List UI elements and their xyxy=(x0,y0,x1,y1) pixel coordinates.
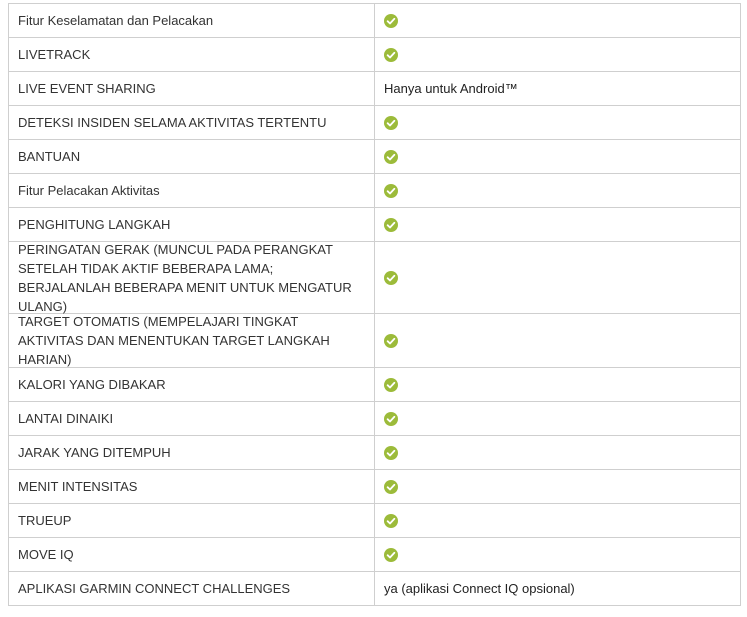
check-circle-icon xyxy=(384,412,398,426)
check-circle-icon xyxy=(384,480,398,494)
table-row xyxy=(9,4,741,38)
feature-value xyxy=(375,4,741,37)
table-row xyxy=(9,208,741,242)
feature-label: PENGHITUNG LANGKAH xyxy=(9,208,375,241)
feature-value xyxy=(375,368,741,401)
check-circle-icon xyxy=(384,218,398,232)
check-circle-icon xyxy=(384,378,398,392)
check-circle-icon xyxy=(384,446,398,460)
check-circle-icon xyxy=(384,514,398,528)
check-circle-icon xyxy=(384,548,398,562)
feature-label: Fitur Keselamatan dan Pelacakan xyxy=(9,4,375,37)
feature-value xyxy=(375,242,741,313)
feature-value-text: Hanya untuk Android™ xyxy=(384,81,518,96)
table-row xyxy=(9,314,741,368)
feature-value xyxy=(375,402,741,435)
check-circle-icon xyxy=(384,334,398,348)
feature-value xyxy=(375,38,741,71)
table-row xyxy=(9,538,741,572)
table-row xyxy=(9,504,741,538)
check-circle-icon xyxy=(384,271,398,285)
feature-label: Fitur Pelacakan Aktivitas xyxy=(9,174,375,207)
feature-value xyxy=(375,314,741,367)
feature-label: LIVE EVENT SHARING xyxy=(9,72,375,105)
check-circle-icon xyxy=(384,116,398,130)
feature-label: BANTUAN xyxy=(9,140,375,173)
feature-value xyxy=(375,504,741,537)
feature-value xyxy=(375,538,741,571)
table-row xyxy=(9,436,741,470)
feature-value xyxy=(375,208,741,241)
feature-label: LANTAI DINAIKI xyxy=(9,402,375,435)
feature-value xyxy=(375,72,741,105)
check-circle-icon xyxy=(384,184,398,198)
check-circle-icon xyxy=(384,14,398,28)
feature-label: PERINGATAN GERAK (MUNCUL PADA PERANGKAT SETELAH TIDAK AKTIF BEBERAPA LAMA; BERJALANLAH BEBERAPA MENIT UNTUK MENGATUR ULANG) xyxy=(9,242,375,313)
feature-value xyxy=(375,470,741,503)
feature-label: TRUEUP xyxy=(9,504,375,537)
table-row xyxy=(9,242,741,314)
feature-value-text: ya (aplikasi Connect IQ opsional) xyxy=(384,581,575,596)
feature-label: MOVE IQ xyxy=(9,538,375,571)
check-circle-icon xyxy=(384,48,398,62)
table-row xyxy=(9,368,741,402)
feature-table xyxy=(8,3,741,606)
feature-label: JARAK YANG DITEMPUH xyxy=(9,436,375,469)
feature-value xyxy=(375,436,741,469)
table-row xyxy=(9,174,741,208)
feature-label: MENIT INTENSITAS xyxy=(9,470,375,503)
feature-value xyxy=(375,572,741,605)
table-row xyxy=(9,572,741,606)
feature-label: APLIKASI GARMIN CONNECT CHALLENGES xyxy=(9,572,375,605)
feature-label: LIVETRACK xyxy=(9,38,375,71)
check-circle-icon xyxy=(384,150,398,164)
feature-value xyxy=(375,140,741,173)
table-row xyxy=(9,140,741,174)
feature-value xyxy=(375,174,741,207)
table-row xyxy=(9,402,741,436)
feature-label: DETEKSI INSIDEN SELAMA AKTIVITAS TERTENTU xyxy=(9,106,375,139)
table-row xyxy=(9,106,741,140)
feature-label: TARGET OTOMATIS (MEMPELAJARI TINGKAT AKTIVITAS DAN MENENTUKAN TARGET LANGKAH HARIAN) xyxy=(9,314,375,367)
table-row xyxy=(9,470,741,504)
feature-label: KALORI YANG DIBAKAR xyxy=(9,368,375,401)
table-row xyxy=(9,72,741,106)
feature-value xyxy=(375,106,741,139)
table-row xyxy=(9,38,741,72)
